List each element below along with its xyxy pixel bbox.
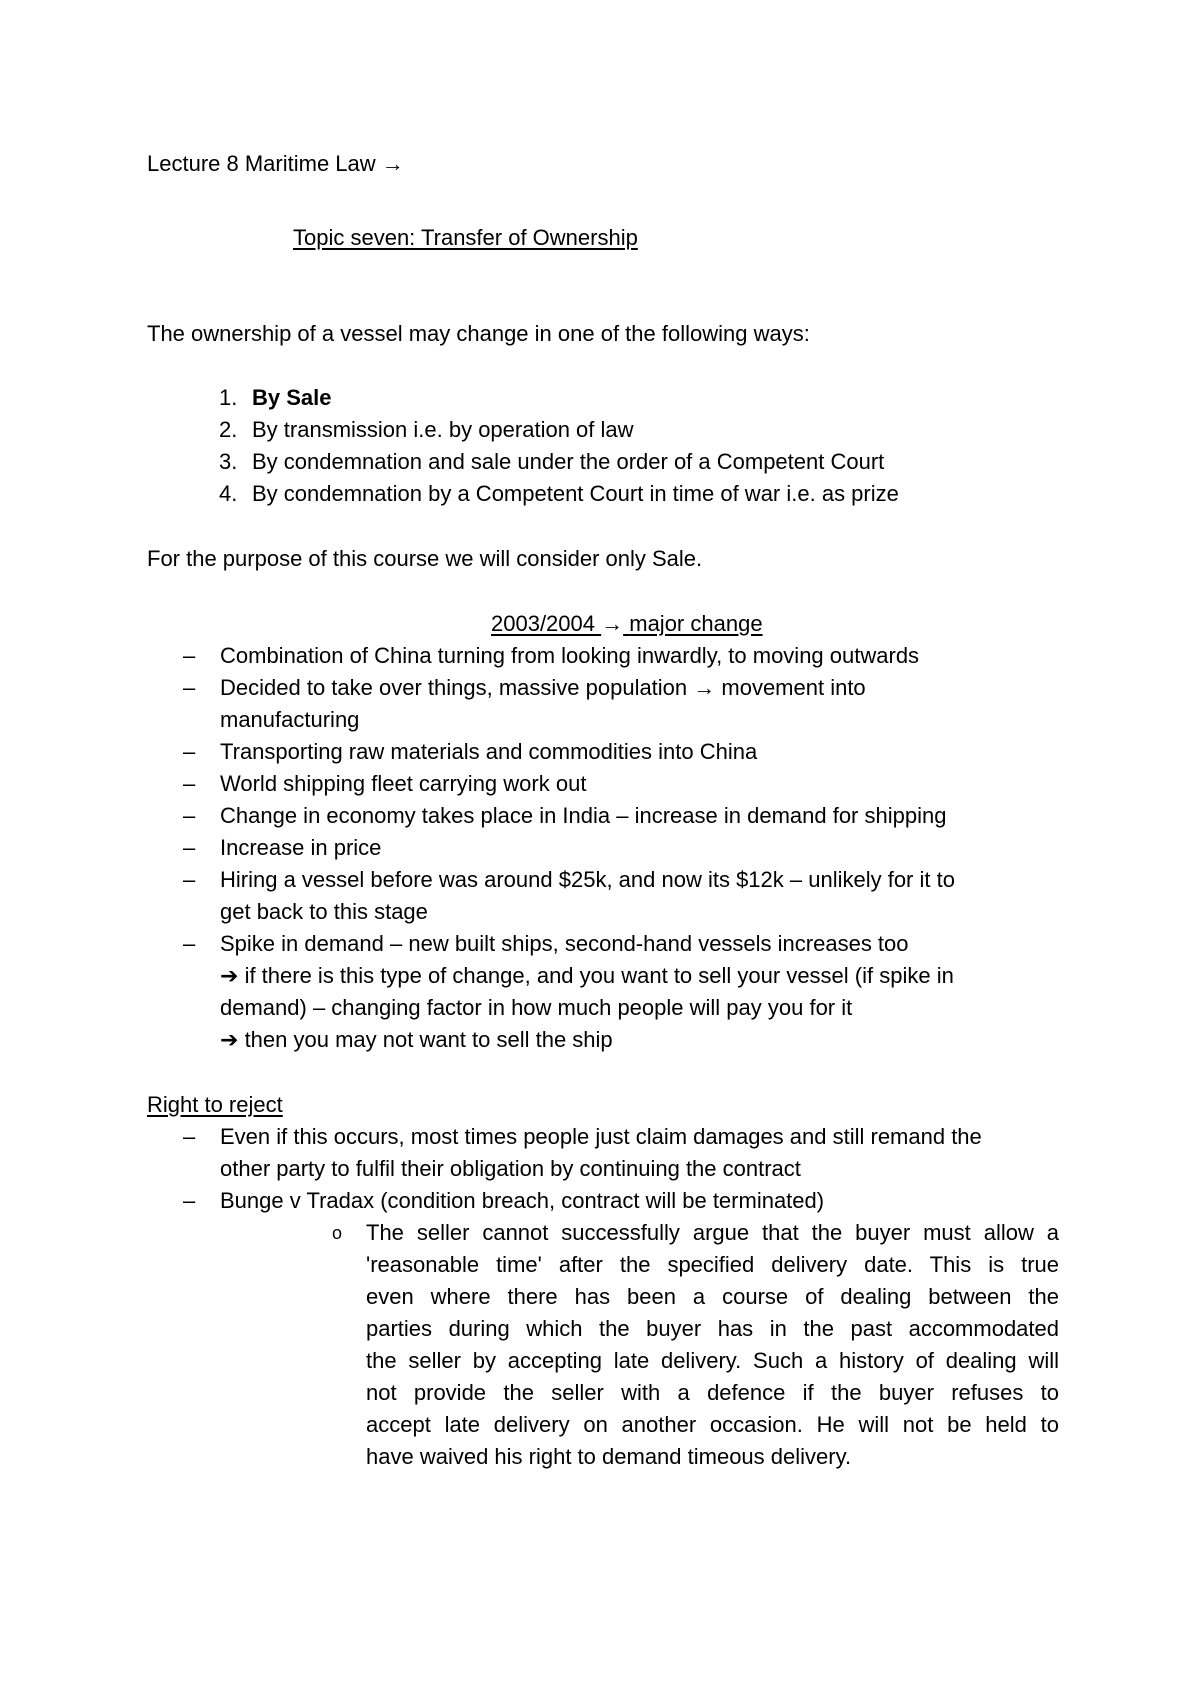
- dash-bullet: –: [183, 675, 196, 700]
- arrow-bullet-text: then you may not want to sell the ship: [244, 1027, 613, 1052]
- change-label: major change: [629, 611, 763, 636]
- right-arrow-icon: →: [381, 151, 404, 176]
- list-item-number: 3.: [219, 449, 238, 474]
- case-line: parties during which the buyer has in the past accommodated: [366, 1316, 1059, 1341]
- dash-bullet: –: [183, 931, 196, 956]
- list-item: Change in economy takes place in India – increase in demand for shipping: [220, 803, 947, 828]
- list-item-continuation: demand) – changing factor in how much people will pay you for it: [220, 995, 853, 1020]
- arrow-bullet-line: [220, 1024, 613, 1056]
- list-item: Transporting raw materials and commodities into China: [220, 739, 758, 764]
- circle-bullet: o: [332, 1223, 343, 1243]
- list-item-continuation: other party to fulfil their obligation by continuing the contract: [220, 1156, 801, 1181]
- bold-arrow-icon: ➔: [220, 1027, 239, 1052]
- dash-bullet: –: [183, 803, 196, 828]
- list-item: By transmission i.e. by operation of law: [252, 417, 634, 442]
- reject-heading: Right to reject: [147, 1092, 283, 1117]
- dash-bullet: –: [183, 867, 196, 892]
- dash-bullet: –: [183, 1124, 196, 1149]
- case-line: accept late delivery on another occasion. He will not be held to: [366, 1412, 1059, 1437]
- list-item: Combination of China turning from looking inwardly, to moving outwards: [220, 643, 920, 668]
- list-item: Increase in price: [220, 835, 382, 860]
- list-item: By condemnation and sale under the order of a Competent Court: [252, 449, 885, 474]
- list-item-number: 2.: [219, 417, 238, 442]
- topic-title: Topic seven: Transfer of Ownership: [293, 225, 638, 250]
- case-line: have waived his right to demand timeous delivery.: [366, 1444, 852, 1469]
- list-item: Spike in demand – new built ships, second-hand vessels increases too: [220, 931, 909, 956]
- change-heading: [491, 608, 763, 640]
- case-line: the seller by accepting late delivery. Such a history of dealing will: [366, 1348, 1059, 1373]
- list-item: World shipping fleet carrying work out: [220, 771, 587, 796]
- arrow-bullet-line: [220, 960, 954, 992]
- list-item-number: 1.: [219, 385, 238, 410]
- list-item-continuation: manufacturing: [220, 707, 360, 732]
- list-item: Even if this occurs, most times people just claim damages and still remand the: [220, 1124, 982, 1149]
- intro-text: The ownership of a vessel may change in one of the following ways:: [147, 321, 810, 346]
- list-item: Hiring a vessel before was around $25k, and now its $12k – unlikely for it to: [220, 867, 955, 892]
- list-item: By Sale: [252, 385, 332, 410]
- case-line: even where there has been a course of dealing between the: [366, 1284, 1059, 1309]
- list-item-number: 4.: [219, 481, 238, 506]
- lecture-heading: [147, 148, 404, 180]
- list-item: Bunge v Tradax (condition breach, contract will be terminated): [220, 1188, 825, 1213]
- dash-bullet: –: [183, 771, 196, 796]
- lecture-heading-text: Lecture 8 Maritime Law: [147, 151, 376, 176]
- case-line: The seller cannot successfully argue that the buyer must allow a: [366, 1220, 1059, 1245]
- dash-bullet: –: [183, 1188, 196, 1213]
- case-line: not provide the seller with a defence if the buyer refuses to: [366, 1380, 1059, 1405]
- right-arrow-icon: →: [601, 611, 624, 636]
- arrow-bullet-text: if there is this type of change, and you want to sell your vessel (if spike in: [244, 963, 954, 988]
- dash-bullet: –: [183, 835, 196, 860]
- list-item: Decided to take over things, massive population → movement into: [220, 675, 866, 700]
- dash-bullet: –: [183, 643, 196, 668]
- dash-bullet: –: [183, 739, 196, 764]
- list-item: By condemnation by a Competent Court in time of war i.e. as prize: [252, 481, 899, 506]
- list-item-continuation: get back to this stage: [220, 899, 428, 924]
- purpose-text: For the purpose of this course we will consider only Sale.: [147, 546, 703, 571]
- bold-arrow-icon: ➔: [220, 963, 239, 988]
- change-years: 2003/2004: [491, 611, 595, 636]
- case-line: 'reasonable time' after the specified delivery date. This is true: [366, 1252, 1059, 1277]
